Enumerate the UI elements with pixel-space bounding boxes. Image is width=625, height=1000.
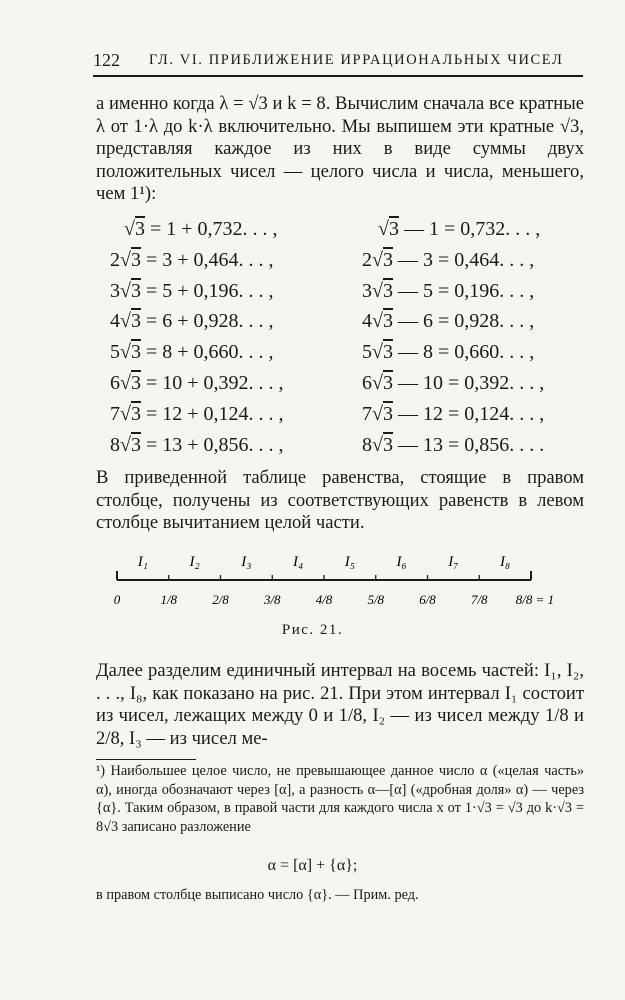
- coefficient: 8: [362, 433, 372, 456]
- equation-rhs: = 13 + 0,856. . . ,: [140, 433, 284, 456]
- equation-rhs: = 5 + 0,196. . . ,: [140, 279, 274, 302]
- header-rule: [93, 75, 583, 77]
- right-equation-row: [362, 372, 544, 395]
- coefficient: 2: [362, 248, 372, 271]
- radicand: 3: [130, 341, 141, 364]
- radicand: 3: [388, 218, 399, 240]
- coefficient: 7: [110, 402, 120, 425]
- equation-rhs: = 6 + 0,928. . . ,: [140, 310, 274, 333]
- sqrt-sign: √: [120, 310, 131, 333]
- coefficient: 7: [362, 402, 372, 425]
- right-equation-row: [362, 310, 534, 333]
- radicand: 3: [130, 279, 141, 302]
- coefficient: 3: [110, 279, 120, 302]
- sqrt-sign: √: [372, 248, 383, 271]
- right-equation-row: [378, 218, 540, 241]
- page-header: [93, 50, 583, 76]
- tick-label: 6/8: [419, 592, 436, 607]
- interval-label: I₇: [448, 554, 459, 570]
- right-equation-row: [362, 280, 534, 303]
- coefficient: 3: [362, 279, 372, 302]
- coefficient: 5: [110, 341, 120, 364]
- radicand: 3: [130, 372, 141, 394]
- radicand: 3: [382, 310, 393, 333]
- radicand: 3: [130, 310, 141, 333]
- equation-rhs: = 12 + 0,124. . . ,: [140, 402, 284, 425]
- radicand: 3: [382, 341, 393, 364]
- sqrt-sign: √: [372, 433, 383, 456]
- radicand: 3: [382, 402, 393, 425]
- interval-label: I₁: [137, 554, 148, 570]
- sqrt-sign: √: [372, 279, 383, 302]
- interval-label: I₂: [189, 554, 200, 570]
- coefficient: 4: [362, 310, 372, 333]
- number-line-diagram: [105, 548, 555, 618]
- equation-rhs: — 10 = 0,392. . . ,: [392, 372, 545, 394]
- tick-label: 4/8: [315, 592, 333, 607]
- radicand: 3: [382, 433, 393, 456]
- tick-label: 3/8: [263, 592, 281, 607]
- interval-label: I₃: [241, 554, 252, 570]
- interval-label: I₄: [293, 554, 304, 570]
- right-equation-row: [362, 434, 544, 457]
- coefficient: 4: [110, 310, 120, 333]
- figure-21: [105, 548, 555, 618]
- radicand: 3: [130, 402, 141, 425]
- tick-label: 7/8: [470, 592, 488, 607]
- footnote-rule: [96, 759, 196, 760]
- coefficient: 6: [362, 372, 372, 394]
- sqrt-sign: √: [372, 402, 383, 425]
- left-equation-row: [110, 434, 284, 457]
- intro-paragraph: а именно когда λ = √3 и k = 8. Вычислим сначала все кратные λ от 1·λ до k·λ включительно. Мы выпишем эти кратные √3, представляя каждое из них в виде суммы двух положительных чисел — целого числа и числа, меньшего, чем 1¹):: [96, 93, 584, 204]
- coefficient: 5: [362, 341, 372, 364]
- sqrt-sign: √: [120, 372, 131, 394]
- left-equation-row: [124, 218, 278, 241]
- running-title: ГЛ. VI. ПРИБЛИЖЕНИЕ ИРРАЦИОНАЛЬНЫХ ЧИСЕЛ: [149, 52, 564, 68]
- equation-rhs: = 1 + 0,732. . . ,: [144, 218, 278, 240]
- interval-label: I₆: [396, 554, 407, 570]
- footnote-text: ¹) Наибольшее целое число, не превышающее данное число α («целая часть» α), иногда обозначают через [α], а разность α—[α] («дробная доля» α) — через {α}. Таким образом, в правой части для каждого числа x от 1·√3 = √3 до k·√3 = 8√3 записано разложение: [96, 763, 584, 835]
- tick-label: 5/8: [367, 592, 385, 607]
- sqrt-sign: √: [372, 310, 383, 333]
- left-equation-row: [110, 372, 284, 395]
- radicand: 3: [382, 372, 393, 394]
- table-note-paragraph: В приведенной таблице равенства, стоящие в правом столбце, получены из соответствующих равенств в левом столбце вычитанием целой части.: [96, 467, 584, 533]
- radicand: 3: [134, 218, 145, 240]
- tick-label: 2/8: [212, 592, 229, 607]
- body-paragraph: Далее разделим единичный интервал на восемь частей: I₁, I₂, . . ., I₈, как показано на рис. 21. При этом интервал I₁ состоит из чисел, лежащих между 0 и 1/8, I₂ — из чисел между 1/8 и 2/8, I₃ — из чисел ме-: [96, 660, 584, 749]
- equation-rhs: — 1 = 0,732. . . ,: [398, 218, 541, 240]
- sqrt-sign: √: [124, 218, 135, 240]
- equation-rhs: — 8 = 0,660. . . ,: [392, 341, 535, 364]
- sqrt-sign: √: [120, 279, 131, 302]
- left-equation-row: [110, 280, 274, 303]
- sqrt-sign: √: [378, 218, 389, 240]
- equation-rhs: = 10 + 0,392. . . ,: [140, 372, 284, 394]
- radicand: 3: [382, 248, 393, 271]
- left-equation-row: [110, 249, 274, 272]
- sqrt-sign: √: [120, 248, 131, 271]
- sqrt-sign: √: [372, 372, 383, 394]
- figure-caption: Рис. 21.: [281, 622, 344, 638]
- tick-label: 1/8: [160, 592, 178, 607]
- right-equation-row: [362, 341, 534, 364]
- coefficient: 8: [110, 433, 120, 456]
- tick-label: 8/8 = 1: [515, 592, 555, 607]
- left-equation-row: [110, 403, 284, 426]
- sqrt-sign: √: [120, 433, 131, 456]
- equation-rhs: — 5 = 0,196. . . ,: [392, 279, 535, 302]
- interval-label: I₅: [344, 554, 355, 570]
- sqrt-sign: √: [120, 402, 131, 425]
- right-equation-row: [362, 403, 544, 426]
- radicand: 3: [130, 433, 141, 456]
- interval-label: I₈: [500, 554, 511, 570]
- coefficient: 6: [110, 372, 120, 394]
- coefficient: 2: [110, 248, 120, 271]
- equation-rhs: — 12 = 0,124. . . ,: [392, 402, 545, 425]
- footnote-closing: в правом столбце выписано число {α}. — Прим. ред.: [96, 887, 419, 903]
- sqrt-sign: √: [120, 341, 131, 364]
- left-equation-row: [110, 341, 274, 364]
- equation-rhs: = 8 + 0,660. . . ,: [140, 341, 274, 364]
- equation-rhs: — 13 = 0,856. . . .: [392, 433, 545, 456]
- left-equation-row: [110, 310, 274, 333]
- radicand: 3: [130, 248, 141, 271]
- footnote-formula: α = [α] + {α};: [267, 857, 358, 874]
- page-number: 122: [93, 50, 120, 70]
- radicand: 3: [382, 279, 393, 302]
- equation-rhs: — 6 = 0,928. . . ,: [392, 310, 535, 333]
- right-equation-row: [362, 249, 534, 272]
- equation-rhs: — 3 = 0,464. . . ,: [392, 248, 535, 271]
- sqrt-sign: √: [372, 341, 383, 364]
- equation-rhs: = 3 + 0,464. . . ,: [140, 248, 274, 271]
- tick-label: 0: [113, 592, 121, 607]
